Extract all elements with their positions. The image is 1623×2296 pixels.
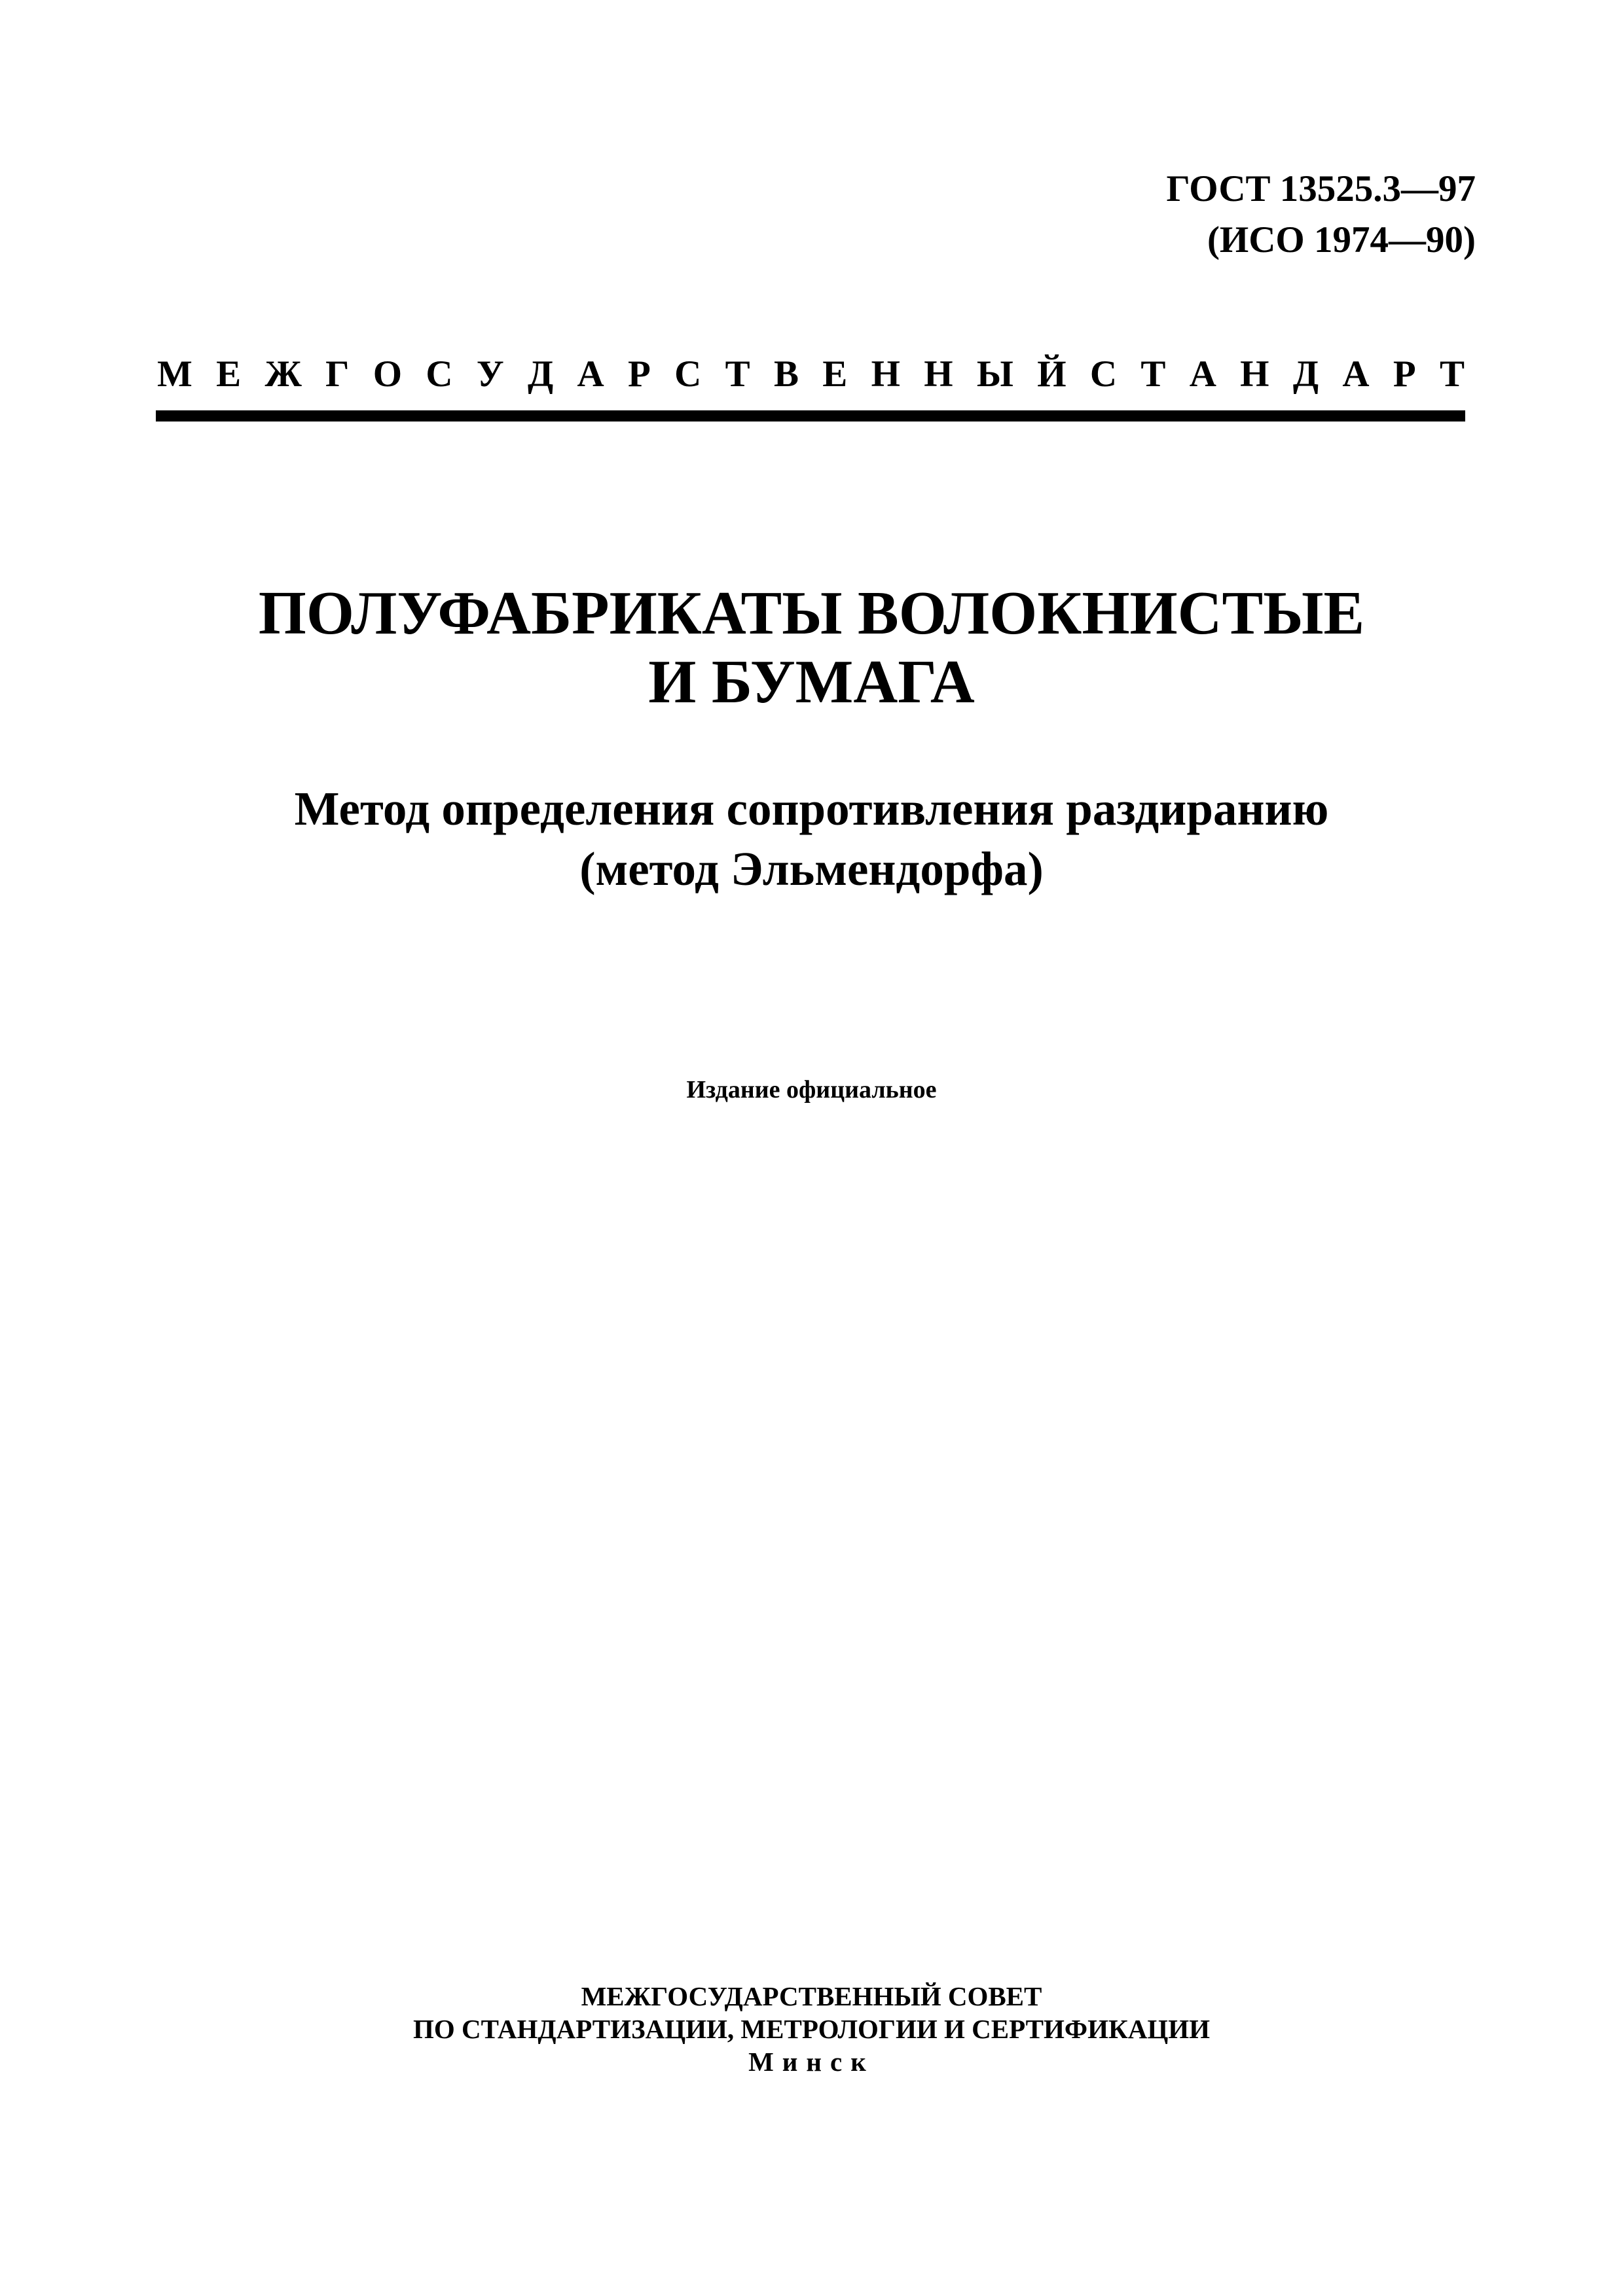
- title-line-1: ПОЛУФАБРИКАТЫ ВОЛОКНИСТЫЕ: [258, 579, 1365, 647]
- gost-number: ГОСТ 13525.3—97: [1166, 168, 1476, 209]
- standard-designation: [1166, 164, 1476, 266]
- publisher-line-1: МЕЖГОСУДАРСТВЕННЫЙ СОВЕТ: [581, 1981, 1042, 2011]
- interstate-standard-banner: М Е Ж Г О С У Д А Р С Т В Е Н Н Ы Й С Т А Н Д А Р Т: [157, 353, 1465, 395]
- edition-note: Издание официальное: [686, 1076, 937, 1103]
- document-subtitle: [0, 779, 1623, 899]
- subtitle-line-2: (метод Эльмендорфа): [579, 842, 1044, 895]
- publisher-city: Минск: [748, 2047, 875, 2077]
- title-line-2: И БУМАГА: [648, 648, 975, 716]
- publisher-block: [0, 1980, 1623, 2078]
- subtitle-line-1: Метод определения сопротивления раздиранию: [294, 782, 1329, 835]
- document-title: [0, 579, 1623, 717]
- publisher-line-2: ПО СТАНДАРТИЗАЦИИ, МЕТРОЛОГИИ И СЕРТИФИКАЦИИ: [412, 2014, 1211, 2044]
- iso-number: (ИСО 1974—90): [1207, 219, 1476, 260]
- header-rule: [156, 410, 1465, 422]
